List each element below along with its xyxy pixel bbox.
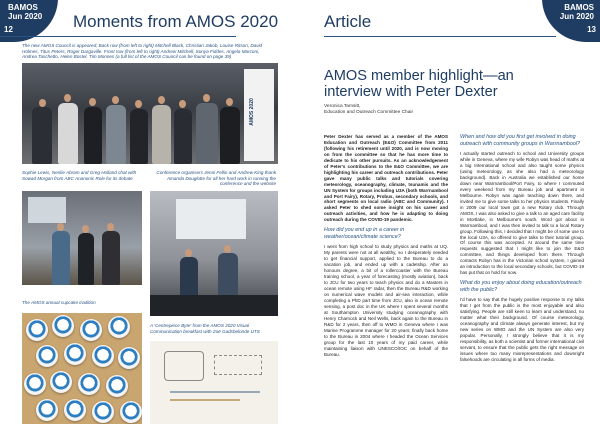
person-head [89, 98, 96, 106]
photo-cupcakes [22, 313, 142, 424]
person-head [82, 225, 89, 233]
sketch-panel [164, 351, 204, 381]
section-title: Moments from AMOS 2020 [73, 12, 279, 31]
person-head [39, 99, 46, 107]
sketch-line [170, 391, 260, 393]
cupcake [92, 401, 114, 423]
cupcake [120, 401, 142, 423]
audience-silhouettes [150, 295, 278, 316]
banner-text: AMOS 2020 [248, 98, 255, 126]
article-title: AMOS member highlight—an interview with Peter Dexter [324, 68, 514, 100]
person-figure [78, 233, 94, 285]
person-figure [130, 109, 148, 164]
person-head [107, 223, 114, 231]
person-head [203, 94, 210, 102]
cupcake [36, 345, 58, 367]
cupcake [92, 345, 114, 367]
cupcake [64, 343, 86, 365]
projector-screen [28, 197, 66, 223]
person-figure [58, 103, 78, 164]
person-figure [32, 107, 52, 164]
sketch-panel [214, 355, 262, 375]
article-column-one [324, 134, 448, 362]
caption-debate-photo: Sophie Lewis, Nerilie Abram and Greg Holland chat with Sowad Morgan from ABC Ananonic Role for its debate [22, 170, 137, 181]
person-head [226, 98, 233, 106]
presentation-screen [176, 199, 246, 239]
article-column-two [460, 134, 584, 367]
caption-council-photo: The new AMOS Council is appeared; Back row (from left to right) Mitchell Black, Christian Jakob, Louise Ritson, David Holmes, Titus Peters, Roger Dargaville. Front row (from left to right) Andrew Mitchell, Sonya Fiddes, Angela Marconi, Andrea Taschetto, Helen Bostel, Tim Monnes (a full list of the AMOS Council can be found on page 39) [22, 43, 263, 60]
person-head [158, 96, 165, 104]
photo-debate-room [22, 191, 142, 285]
person-figure [102, 231, 120, 285]
person-head [185, 249, 192, 257]
person-figure [196, 103, 218, 164]
issue-date: Jun 2020 [8, 12, 43, 21]
section-title: Article [324, 12, 372, 31]
interview-question: When and how did you first get involved in doing outreach with community groups in Warrnambool? [460, 134, 581, 147]
cupcake [80, 319, 102, 341]
issue-tag [560, 3, 594, 21]
byline-role: Education and Outreach Committee Chair [324, 110, 414, 116]
photo-visual-communication-illustration [150, 341, 278, 424]
cupcake [118, 347, 140, 369]
cupcake [50, 371, 72, 393]
interview-question: How did you end up in a career in weather/ocean/climate science? [324, 227, 405, 240]
cupcake [52, 315, 74, 337]
cupcake [24, 373, 46, 395]
person-figure [84, 107, 102, 164]
sketch-line [170, 399, 240, 401]
caption-organisers-photo: Conference organisers Jenni Fellin and Andrew King thank Amanda Douglotte for all her hard work in running the conference and the website [156, 170, 276, 187]
interview-answer: I actually started outreach to school and University groups while in Geneva, where my wife Robyn was head of maths at a big International school and also taught some physics (using meteorology, as she also had a meteorology background). Back in Australia we established our home down near Warrnambool/Port Fairy, to where I commuted every weekend from my Bureau job and apartment in Melbourne. Robyn was again teaching down there, and invited me to give some talks to her physics students. Finally in 2009 our local town got a new Rotary club. Through AMOS, I was also asked to give a talk to an aged care facility in Mortlake, in Melbourne's south. Word got about in Warrnambool, and I was then invited to talk to a local Rotary group. Following this, I decided that I might be of some use to the local U3A, so offered to give talks to their tutorial group. Of course this was accepted. At around the same time requests suggested that I might like to join the E&O committee, and things developed from there. Through contacts Robyn has in the Victorian school system, I gained an introduction to the local secondary schools, but COVID-19 has put that on hold for now. [460, 151, 584, 276]
person-head [224, 245, 231, 253]
title-rule [0, 36, 236, 37]
cupcake [108, 316, 130, 338]
person-figure [106, 105, 126, 164]
person-head [179, 100, 186, 108]
person-figure [52, 231, 70, 285]
person-head [135, 100, 142, 108]
cupcake [26, 319, 48, 341]
photo-amos-council-group [22, 63, 278, 164]
person-head [64, 94, 71, 102]
person-head [57, 223, 64, 231]
issue-tag [8, 3, 42, 21]
cupcake [78, 373, 100, 395]
cupcake [36, 399, 58, 421]
article-intro: Peter Dexter has served as a member of the AMOS Education and Outreach (E&O) Committee from 2011 (following his retirement until 2020, and is now moving on from the committee so that he has more time to dedicate to his other pursuits. As an acknowledgement of Peter's contributions to the E&O Committee, we are highlighting his career and outreach contributions. Peter gave many public talks and tutorials covering meteorology, oceanography, climate, tsunamis and the UN System for groups including U3A (both Warrnambool and Port Fairy), Rotary, Probus, secondary schools, and short segments on local radio (ABC and Community). I asked Peter to shed some insight on his career and outreach activities, and how he is adapting to doing outreach during the COVID-19 pandemic. [324, 134, 448, 223]
byline [324, 104, 413, 116]
photo-organisers-stage [150, 191, 278, 316]
publication-name: BAMOS [8, 3, 38, 12]
title-rule [324, 36, 556, 37]
interview-answer: I'd have to say that the hugely positive response to my talks that I get from the public is the most enjoyable and also satisfying. People are still keen to learn and understand, no matter what their background. Of course meteorology, oceanography and climate always generate interest, but my new series on WMO and the UN System are also very popular. Personally, I strongly believe that it is my responsibility, as both a scientist and former international civil servant, to ensure that the public gets the right message on issues where too many misrepresentations and downright falsehoods are circulating in all forms of media. [460, 297, 584, 362]
interview-question: What do you enjoy about doing education/outreach with the public? [460, 280, 582, 293]
cupcake [106, 375, 128, 397]
byline-name: Veronica Tamsitt, [324, 104, 361, 109]
issue-date: Jun 2020 [559, 12, 594, 21]
caption-cupcakes-photo: The AMOS annual cupcake tradition [22, 300, 96, 305]
page-number: 12 [4, 25, 13, 34]
page-number: 13 [587, 25, 596, 34]
interview-answer: I went from high school to study physics and maths at UQ. My parents were not at all wealthy, so I desperately needed to get financial support, applied to the Bureau to do a vacation job, and ended up with a cadetship. After an honours degree, a bit of a rollercoaster with the Bureau training school, a year of forecasting (mostly aviation), back to JCU for two years to teach physics and do a Masters in ocean remote using HF radar, then the Bureau R&D working on numerical wave models and air-sea interaction, while completing a PhD part time from JCU, also in ocean remote sensing, a post doc in the UK where I spent several months at Southampton University studying oceanography with Henry Charnock and Neil Wells, back again to the Bureau in R&D for 2 years, then off to WMO in Geneva where I was Marine Programme manager for 20 years; finally back home to the Bureau in 2004 where I headed the Ocean Services group for the last 10 years of my paid career, while maintaining liaison with UNESCO/IOC on behalf of the Bureau. [324, 244, 448, 357]
person-head [112, 96, 119, 104]
person-figure [174, 109, 192, 164]
caption-visual-communication: A 'Centrepiece Byte' from the AMOS 2020 Visual Communication breakfast with Zoë Gadsbelonde UTS [150, 323, 260, 334]
cupcake [64, 399, 86, 421]
person-figure [152, 105, 171, 164]
photo-banner [244, 69, 274, 161]
right-page [300, 0, 600, 424]
publication-name: BAMOS [564, 3, 594, 12]
person-figure [220, 107, 240, 164]
